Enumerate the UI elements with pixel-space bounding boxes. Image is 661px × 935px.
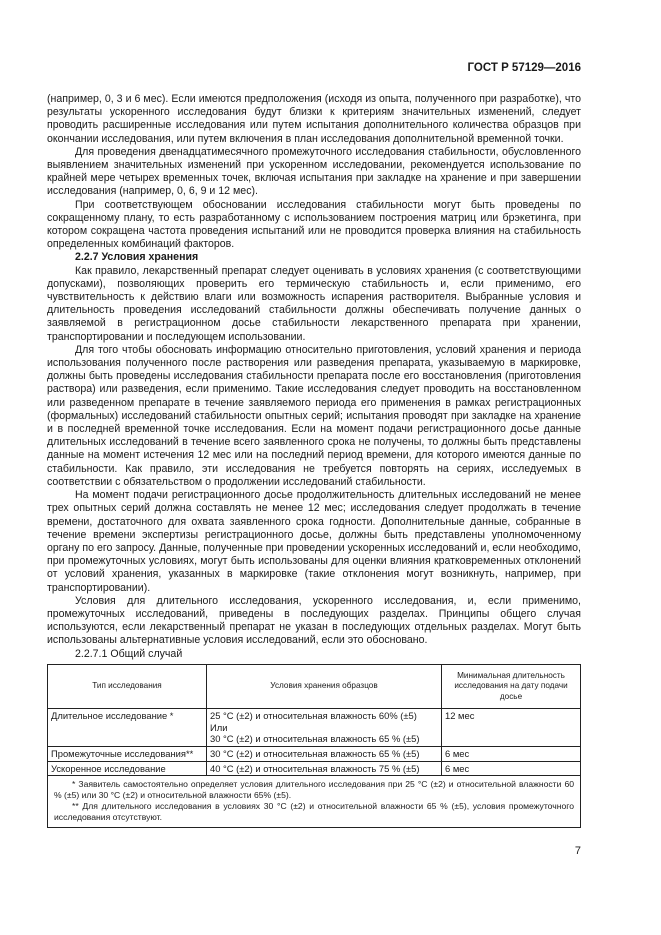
subsection-heading: 2.2.7.1 Общий случай xyxy=(75,647,183,660)
document-header: ГОСТ Р 57129—2016 xyxy=(467,62,581,74)
table-header-row xyxy=(48,664,581,709)
table-note: ** Для длительного исследования в условиях 30 °С (±2) и относительной влажности 65 % (±5), условия промежуточного исследования отсутствуют. xyxy=(54,801,574,823)
condition-line: Или xyxy=(210,721,228,733)
table-cell: 40 °С (±2) и относительная влажность 75 % (±5) xyxy=(207,761,442,776)
table-cell: 12 мес xyxy=(442,709,581,747)
table-cell: Длительное исследование * xyxy=(48,709,207,747)
table-cell: 6 мес xyxy=(442,747,581,762)
section-heading: 2.2.7 Условия хранения xyxy=(75,251,199,264)
table-row xyxy=(48,761,581,776)
table-cell xyxy=(207,709,442,747)
table-notes xyxy=(48,776,581,828)
condition-line: 30 °С (±2) и относительная влажность 65 % (±5) xyxy=(210,733,420,745)
page-number: 7 xyxy=(574,845,581,857)
table-notes-row xyxy=(48,776,581,828)
condition-line: 25 °С (±2) и относительная влажность 60% (±5) xyxy=(210,710,417,722)
paragraph: Как правило, лекарственный препарат следует оценивать в условиях хранения (с соответствующими допусками), позволяющих проверить его термическую стабильность и, если применимо, его чувствительность к действию влаги или возможность испарения растворителя. Выбранные условия и длительность проведения исследований стабильности должны обеспечивать получение данных о заявляемой в регистрационном досье стабильности лекарственного препарата при хранении, транспортировании и последующем использовании. xyxy=(47,264,581,343)
paragraph: Условия для длительного исследования, ускоренного исследования, и, если применимо, промежуточных исследований, приведены в последующих разделах. Принципы общего случая используются, если лекарственный препарат не указан в последующих отдельных разделах. Могут быть использованы альтернативные условия исследований, если это обосновано. xyxy=(47,594,581,647)
paragraph: При соответствующем обосновании исследования стабильности могут быть проведены по сокращенному плану, то есть разработанному с использованием построения матриц или брэкетинга, при котором сокращена частота проведения испытаний или не проводится проверка влияния на стабильность определенных комбинаций факторов. xyxy=(47,198,581,251)
paragraph: Для того чтобы обосновать информацию относительно приготовления, условий хранения и периода использования полученного после растворения или разведения препарата, указываемую в маркировке, должны быть проведены исследования стабильности препарата после его восстановления (приготовления раствора) или разведения, если применимо. Такие исследования следует проводить на восстановленном или разведенном препарате в течение заявляемого периода его применения в рамках регистрационных (формальных) исследований стабильности опытных серий; испытания проводят при закладке на хранение и в последней временной точке исследования. Если на момент подачи регистрационного досье данные длительных исследований в течение всего заявленного срока не получены, то должны быть представлены данные на момент истечения 12 мес или на последний период времени, для которого имеются данные по стабильности. Как правило, эти исследования не требуется повторять на сериях, исследуемых в соответствии с обязательством о продолжении исследований стабильности. xyxy=(47,343,581,488)
paragraph: (например, 0, 3 и 6 мес). Если имеются предположения (исходя из опыта, полученного при разработке), что результаты ускоренного исследования будут близки к критериям значительных изменений, следует проводить расширенные исследования или путем испытания дополнительного количества образцов при окончании исследования, или путем включения в план исследования дополнительной временной точки. xyxy=(47,93,581,145)
paragraph: Для проведения двенадцатимесячного промежуточного исследования стабильности, обусловленного выявлением значительных изменений при ускоренном исследовании, рекомендуется использование по крайней мере четырех временных точек, включая испытания при закладке на хранение и при завершении исследования (например, 0, 6, 9 и 12 мес). xyxy=(47,145,581,198)
table-row xyxy=(48,747,581,762)
table-header-cell: Тип исследования xyxy=(48,664,207,709)
table-cell: Промежуточные исследования** xyxy=(48,747,207,762)
table-cell: Ускоренное исследование xyxy=(48,761,207,776)
page-content xyxy=(47,93,581,828)
table-cell: 6 мес xyxy=(442,761,581,776)
storage-conditions-table xyxy=(47,664,581,828)
paragraph: На момент подачи регистрационного досье продолжительность длительных исследований не менее трех опытных серий должна составлять не менее 12 мес; исследования следует продолжать в течение времени, достаточного для охвата заявленного срока годности. Дополнительные данные, собранные в течение времени экспертизы регистрационного досье, должны быть представлены уполномоченному органу по его запросу. Данные, полученные при проведении ускоренных исследований и, если необходимо, при промежуточных условиях, могут быть использованы для оценки влияния кратковременных отклонений от условий хранения, указанных в маркировке (такие отклонения могут возникнуть, например, при транспортировании). xyxy=(47,489,581,594)
table-note: * Заявитель самостоятельно определяет условия длительного исследования при 25 °С (±2) и относительной влажности 60 % (±5) или 30 °С (±2) и относительной влажности 65% (±5). xyxy=(54,779,574,801)
table-row xyxy=(48,709,581,747)
table-header-cell: Условия хранения образцов xyxy=(207,664,442,709)
table-cell: 30 °С (±2) и относительная влажность 65 % (±5) xyxy=(207,747,442,762)
table-header-cell: Минимальная длительность исследования на дату подачи досье xyxy=(442,664,581,709)
